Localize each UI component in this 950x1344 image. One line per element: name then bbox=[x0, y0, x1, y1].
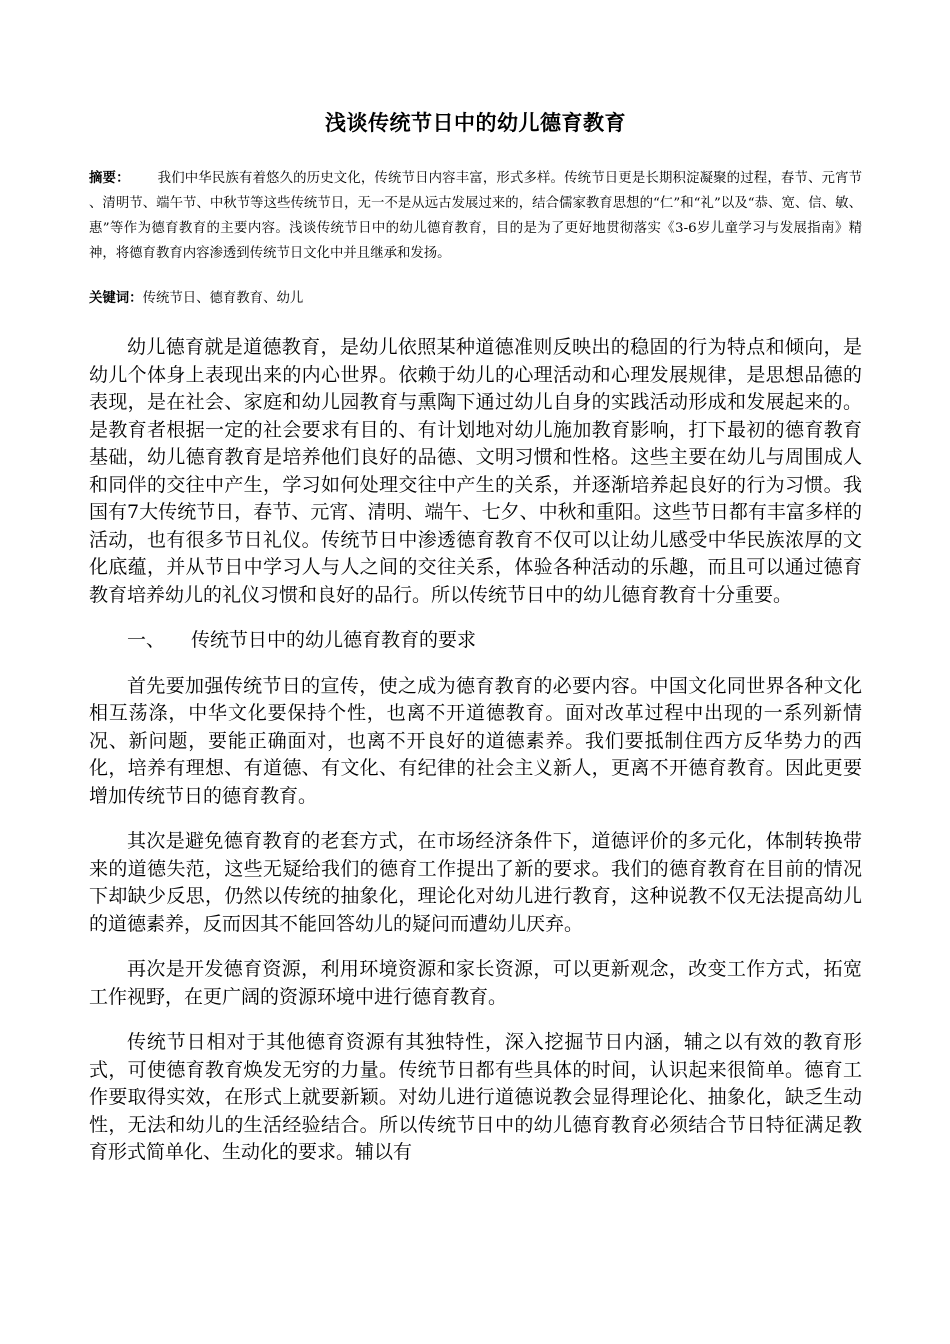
section-number: 一、 bbox=[127, 629, 166, 651]
abstract-text: 我们中华民族有着悠久的历史文化，传统节日内容丰富，形式多样。传统节日更是长期积淀凝聚的过程，春节、元宵节 、清明节、端午节、中秋节等这些传统节日，无一不是从远古发展过来的，结合儒家教育思想的“仁”和“礼”以及“恭、宽、信、敏、惠”等作为德育教育的主要内容。浅谈传统节日中的幼儿德育教育，目的是为了更好地贯彻落实《3-6岁儿童学习与发展指南》精神，将德育教育内容渗透到传统节日文化中并且继承和发扬。 bbox=[89, 171, 863, 261]
document-title: 浅谈传统节日中的幼儿德育教育 bbox=[325, 111, 626, 135]
section-heading-text: 传统节日中的幼儿德育教育的要求 bbox=[191, 629, 477, 651]
keywords-label: 关键词： bbox=[89, 291, 143, 306]
abstract bbox=[89, 166, 862, 266]
abstract-label: 摘要： bbox=[89, 171, 130, 186]
body-paragraph: 首先要加强传统节日的宣传，使之成为德育教育的必要内容。中国文化同世界各种文化相互荡涤，中华文化要保持个性，也离不开道德教育。面对改革过程中出现的一系列新情况、新问题，要能正确面对，也离不开良好的道德素养。我们要抵制住西方反华势力的西化，培养有理想、有道德、有文化、有纪律的社会主义新人，更离不开德育教育。因此更要增加传统节日的德育教育。 bbox=[89, 674, 862, 807]
body-paragraph: 传统节日相对于其他德育资源有其独特性，深入挖掘节日内涵，辅之以有效的教育形式，可使德育教育焕发无穷的力量。传统节日都有些具体的时间，认识起来很简单。德育工作要取得实效，在形式上就要新颖。对幼儿进行道德说教会显得理论化、抽象化，缺乏生动性，无法和幼儿的生活经验结合。所以传统节日中的幼儿德育教育必须结合节日特征满足教育形式简单化、生动化的要求。辅以有 bbox=[89, 1031, 862, 1163]
keywords bbox=[89, 286, 862, 311]
intro-paragraph: 幼儿德育就是道德教育，是幼儿依照某种道德准则反映出的稳固的行为特点和倾向，是幼儿个体身上表现出来的内心世界。依赖于幼儿的心理活动和心理发展规律，是思想品德的表现，是在社会、家庭和幼儿园教育与熏陶下通过幼儿自身的实践活动形成和发展起来的。是教育者根据一定的社会要求有目的、有计划地对幼儿施加教育影响，打下最初的德育教育基础，幼儿德育教育是培养他们良好的品德、文明习惯和性格。这些主要在幼儿与周围成人和同伴的交往中产生，学习如何处理交往中产生的关系，并逐渐培养起良好的行为习惯。我国有7大传统节日，春节、元宵、清明、端午、七夕、中秋和重阳。这些节日都有丰富多样的活动，也有很多节日礼仪。传统节日中渗透德育教育不仅可以让幼儿感受中华民族浓厚的文化底蕴，并从节日中学习人与人之间的交往关系，体验各种活动的乐趣，而且可以通过德育教育培养幼儿的礼仪习惯和良好的品行。所以传统节日中的幼儿德育教育十分重要。 bbox=[89, 336, 862, 606]
section-heading bbox=[89, 627, 862, 655]
body-paragraph: 其次是避免德育教育的老套方式，在市场经济条件下，道德评价的多元化，体制转换带来的道德失范，这些无疑给我们的德育工作提出了新的要求。我们的德育教育在目前的情况下却缺少反思，仍然以传统的抽象化，理论化对幼儿进行教育，这种说教不仅无法提高幼儿的道德素养，反而因其不能回答幼儿的疑问而遭幼儿厌弃。 bbox=[89, 830, 862, 935]
body-paragraph: 再次是开发德育资源，利用环境资源和家长资源，可以更新观念，改变工作方式，拓宽工作视野，在更广阔的资源环境中进行德育教育。 bbox=[89, 958, 862, 1008]
keywords-text: 传统节日、德育教育、幼儿 bbox=[142, 291, 304, 306]
